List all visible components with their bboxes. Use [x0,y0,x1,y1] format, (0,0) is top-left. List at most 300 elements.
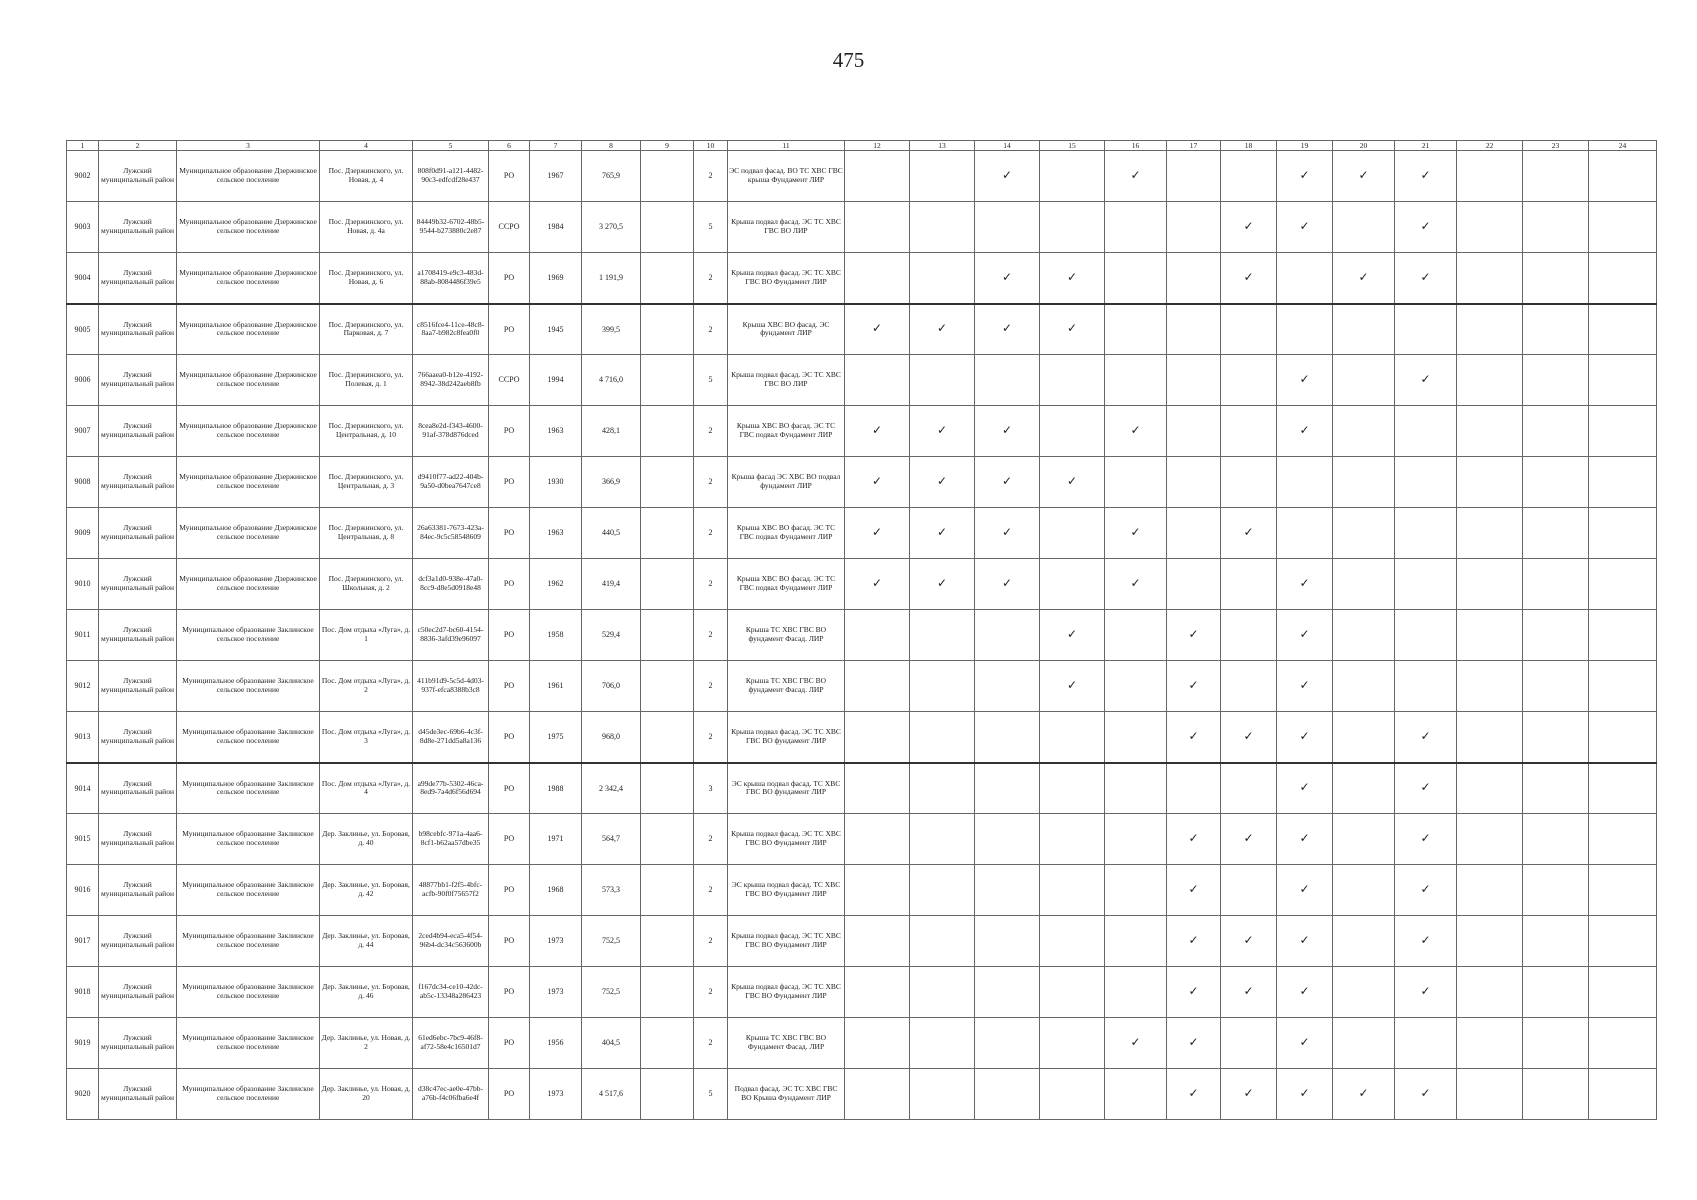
address-cell: Дер. Заклинье, ул. Боровая, д. 44 [320,916,413,967]
empty-cell [1105,712,1167,763]
empty-cell [1040,559,1105,610]
empty-cell [845,1018,910,1069]
table-row [67,559,1657,610]
column-header: 8 [582,141,641,151]
municipality-cell: Муниципальное образование Дзержинское сельское поселение [177,406,320,457]
column-9-cell [641,304,694,355]
works-cell: ЭС крыша подвал фасад. ТС ХВС ГВС ВО Фундамент ЛИР [728,865,845,916]
checkmark-icon: ✓ [1333,1069,1395,1120]
empty-cell [1221,763,1277,814]
empty-cell [1395,508,1457,559]
year-cell: 1994 [530,355,582,406]
empty-cell [1523,1069,1589,1120]
empty-cell [1589,202,1657,253]
municipality-cell: Муниципальное образование Дзержинское сельское поселение [177,304,320,355]
empty-cell [1395,661,1457,712]
guid-cell: 2ced4b94-eca5-4f54-96b4-dc34c563600b [413,916,489,967]
empty-cell [1523,1018,1589,1069]
empty-cell [1277,457,1333,508]
address-cell: Дер. Заклинье, ул. Боровая, д. 42 [320,865,413,916]
empty-cell [1457,712,1523,763]
municipality-cell: Муниципальное образование Заклинское сельское поселение [177,814,320,865]
column-10-cell: 2 [694,457,728,508]
empty-cell [1457,559,1523,610]
empty-cell [1105,304,1167,355]
municipality-cell: Муниципальное образование Дзержинское сельское поселение [177,508,320,559]
area-cell: 1 191,9 [582,253,641,304]
checkmark-icon: ✓ [845,406,910,457]
empty-cell [1167,304,1221,355]
checkmark-icon: ✓ [1221,814,1277,865]
empty-cell [1589,967,1657,1018]
checkmark-icon: ✓ [1040,661,1105,712]
table-row [67,355,1657,406]
checkmark-icon: ✓ [1277,202,1333,253]
works-cell: Крыша подвал фасад. ЭС ТС ХВС ГВС ВО ЛИР [728,355,845,406]
empty-cell [1457,202,1523,253]
works-cell: Крыша подвал фасад. ЭС ТС ХВС ГВС ВО ЛИР [728,202,845,253]
checkmark-icon: ✓ [1105,151,1167,202]
empty-cell [1333,202,1395,253]
column-header: 9 [641,141,694,151]
empty-cell [1167,457,1221,508]
address-cell: Пос. Дзержинского, ул. Центральная, д. 8 [320,508,413,559]
table-row [67,916,1657,967]
empty-cell [1333,406,1395,457]
year-cell: 1945 [530,304,582,355]
empty-cell [1333,457,1395,508]
municipality-cell: Муниципальное образование Заклинское сельское поселение [177,916,320,967]
table-row [67,661,1657,712]
guid-cell: 61ed6ebc-7bc9-46f8-af72-58e4c16501d7 [413,1018,489,1069]
checkmark-icon: ✓ [1221,712,1277,763]
district-cell: Лужский муниципальный район [99,1018,177,1069]
table-row [67,967,1657,1018]
checkmark-icon: ✓ [1277,559,1333,610]
object-id-cell: 9012 [67,661,99,712]
works-cell: Крыша подвал фасад. ЭС ТС ХВС ГВС ВО Фундамент ЛИР [728,916,845,967]
empty-cell [1457,151,1523,202]
empty-cell [1395,304,1457,355]
table-row [67,814,1657,865]
empty-cell [1589,712,1657,763]
table-row [67,508,1657,559]
empty-cell [1221,457,1277,508]
municipality-cell: Муниципальное образование Заклинское сельское поселение [177,865,320,916]
area-cell: 4 716,0 [582,355,641,406]
column-9-cell [641,865,694,916]
empty-cell [1277,304,1333,355]
district-cell: Лужский муниципальный район [99,610,177,661]
works-cell: Крыша ТС ХВС ГВС ВО Фундамент Фасад. ЛИР [728,1018,845,1069]
district-cell: Лужский муниципальный район [99,814,177,865]
column-10-cell: 2 [694,1018,728,1069]
empty-cell [1333,814,1395,865]
year-cell: 1961 [530,661,582,712]
empty-cell [1395,457,1457,508]
column-10-cell: 2 [694,253,728,304]
empty-cell [1167,508,1221,559]
column-10-cell: 2 [694,865,728,916]
object-id-cell: 9015 [67,814,99,865]
empty-cell [1457,763,1523,814]
table-row [67,202,1657,253]
district-cell: Лужский муниципальный район [99,865,177,916]
address-cell: Пос. Дзержинского, ул. Новая, д. 6 [320,253,413,304]
table-row [67,457,1657,508]
address-cell: Дер. Заклинье, ул. Новая, д. 20 [320,1069,413,1120]
empty-cell [1333,610,1395,661]
empty-cell [1105,457,1167,508]
guid-cell: d9410f77-ad22-404b-9a50-d0bea7647ce8 [413,457,489,508]
column-10-cell: 2 [694,814,728,865]
address-cell: Пос. Дзержинского, ул. Центральная, д. 10 [320,406,413,457]
empty-cell [910,355,975,406]
area-cell: 440,5 [582,508,641,559]
address-cell: Дер. Заклинье, ул. Новая, д. 2 [320,1018,413,1069]
table-row [67,763,1657,814]
empty-cell [910,610,975,661]
guid-cell: d45de3ec-69b6-4c3f-8d8e-271dd5a8a136 [413,712,489,763]
checkmark-icon: ✓ [910,559,975,610]
area-cell: 404,5 [582,1018,641,1069]
empty-cell [910,865,975,916]
type-cell: РО [489,1018,530,1069]
district-cell: Лужский муниципальный район [99,253,177,304]
column-9-cell [641,202,694,253]
column-header: 21 [1395,141,1457,151]
area-cell: 4 517,6 [582,1069,641,1120]
district-cell: Лужский муниципальный район [99,202,177,253]
district-cell: Лужский муниципальный район [99,559,177,610]
empty-cell [1105,610,1167,661]
empty-cell [1105,253,1167,304]
empty-cell [910,814,975,865]
object-id-cell: 9013 [67,712,99,763]
empty-cell [1040,916,1105,967]
column-10-cell: 2 [694,304,728,355]
checkmark-icon: ✓ [1167,661,1221,712]
empty-cell [1395,1018,1457,1069]
type-cell: РО [489,661,530,712]
checkmark-icon: ✓ [975,457,1040,508]
type-cell: РО [489,304,530,355]
empty-cell [1105,814,1167,865]
works-cell: Подвал фасад. ЭС ТС ХВС ГВС ВО Крыша Фундамент ЛИР [728,1069,845,1120]
works-cell: ЭС подвал фасад. ВО ТС ХВС ГВС крыша Фундамент ЛИР [728,151,845,202]
checkmark-icon: ✓ [1277,712,1333,763]
table-row [67,406,1657,457]
works-cell: Крыша ХВС ВО фасад. ЭС ТС ГВС подвал Фундамент ЛИР [728,508,845,559]
empty-cell [1277,253,1333,304]
empty-cell [910,1018,975,1069]
empty-cell [1589,151,1657,202]
empty-cell [1395,559,1457,610]
column-10-cell: 2 [694,406,728,457]
guid-cell: 808f0d91-a121-4482-90c3-edfcdf28e437 [413,151,489,202]
object-id-cell: 9011 [67,610,99,661]
year-cell: 1969 [530,253,582,304]
municipality-cell: Муниципальное образование Дзержинское сельское поселение [177,457,320,508]
checkmark-icon: ✓ [1105,406,1167,457]
empty-cell [1523,865,1589,916]
empty-cell [1105,1069,1167,1120]
column-header: 3 [177,141,320,151]
empty-cell [845,151,910,202]
table-row [67,610,1657,661]
type-cell: РО [489,967,530,1018]
empty-cell [1523,151,1589,202]
works-cell: Крыша подвал фасад. ЭС ТС ХВС ГВС ВО Фундамент ЛИР [728,814,845,865]
guid-cell: 84449b32-6702-48b5-9544-b273880c2e87 [413,202,489,253]
empty-cell [1040,1018,1105,1069]
empty-cell [1040,712,1105,763]
empty-cell [845,916,910,967]
area-cell: 428,1 [582,406,641,457]
checkmark-icon: ✓ [910,508,975,559]
district-cell: Лужский муниципальный район [99,967,177,1018]
year-cell: 1973 [530,1069,582,1120]
empty-cell [845,865,910,916]
table-row [67,865,1657,916]
empty-cell [845,1069,910,1120]
checkmark-icon: ✓ [1221,508,1277,559]
table-row [67,712,1657,763]
checkmark-icon: ✓ [1167,610,1221,661]
checkmark-icon: ✓ [1221,967,1277,1018]
column-9-cell [641,916,694,967]
guid-cell: dcf3a1d0-938e-47a0-8cc9-d8e5d0918e48 [413,559,489,610]
district-cell: Лужский муниципальный район [99,406,177,457]
municipality-cell: Муниципальное образование Заклинское сельское поселение [177,661,320,712]
empty-cell [910,712,975,763]
empty-cell [1457,253,1523,304]
guid-cell: a1708419-e9c3-483d-88ab-8084486f39e5 [413,253,489,304]
column-9-cell [641,610,694,661]
empty-cell [910,916,975,967]
year-cell: 1975 [530,712,582,763]
table-row [67,1069,1657,1120]
column-10-cell: 2 [694,967,728,1018]
empty-cell [1167,406,1221,457]
object-id-cell: 9018 [67,967,99,1018]
empty-cell [845,967,910,1018]
empty-cell [1523,712,1589,763]
works-cell: Крыша подвал фасад. ЭС ТС ХВС ГВС ВО фундамент ЛИР [728,712,845,763]
empty-cell [1457,457,1523,508]
checkmark-icon: ✓ [1277,814,1333,865]
column-10-cell: 3 [694,763,728,814]
municipality-cell: Муниципальное образование Заклинское сельское поселение [177,712,320,763]
district-cell: Лужский муниципальный район [99,916,177,967]
municipality-cell: Муниципальное образование Дзержинское сельское поселение [177,253,320,304]
empty-cell [1523,253,1589,304]
empty-cell [975,661,1040,712]
empty-cell [975,865,1040,916]
year-cell: 1973 [530,916,582,967]
checkmark-icon: ✓ [1167,712,1221,763]
area-cell: 529,4 [582,610,641,661]
empty-cell [1333,916,1395,967]
guid-cell: 766aaea0-b12e-4192-8942-38d242aeb8fb [413,355,489,406]
empty-cell [845,253,910,304]
district-cell: Лужский муниципальный район [99,661,177,712]
empty-cell [1333,508,1395,559]
type-cell: РО [489,1069,530,1120]
address-cell: Дер. Заклинье, ул. Боровая, д. 46 [320,967,413,1018]
checkmark-icon: ✓ [1277,967,1333,1018]
checkmark-icon: ✓ [910,457,975,508]
works-cell: Крыша подвал фасад. ЭС ТС ХВС ГВС ВО Фундамент ЛИР [728,253,845,304]
empty-cell [1523,610,1589,661]
empty-cell [1221,559,1277,610]
empty-cell [1167,559,1221,610]
year-cell: 1962 [530,559,582,610]
checkmark-icon: ✓ [910,304,975,355]
empty-cell [1333,661,1395,712]
year-cell: 1968 [530,865,582,916]
column-10-cell: 2 [694,916,728,967]
empty-cell [845,814,910,865]
empty-cell [1523,763,1589,814]
empty-cell [1457,304,1523,355]
object-id-cell: 9017 [67,916,99,967]
empty-cell [975,1018,1040,1069]
empty-cell [1523,457,1589,508]
checkmark-icon: ✓ [975,406,1040,457]
empty-cell [1523,661,1589,712]
area-cell: 3 270,5 [582,202,641,253]
column-header: 2 [99,141,177,151]
column-header: 11 [728,141,845,151]
empty-cell [1221,151,1277,202]
column-9-cell [641,1069,694,1120]
empty-cell [1040,508,1105,559]
column-header: 1 [67,141,99,151]
municipality-cell: Муниципальное образование Дзержинское сельское поселение [177,202,320,253]
district-cell: Лужский муниципальный район [99,1069,177,1120]
column-10-cell: 5 [694,1069,728,1120]
checkmark-icon: ✓ [975,304,1040,355]
empty-cell [1523,406,1589,457]
guid-cell: 48877bb1-f2f5-4bfc-acfb-90f0f75657f2 [413,865,489,916]
empty-cell [1333,712,1395,763]
empty-cell [1457,610,1523,661]
works-cell: Крыша фасад ЭС ХВС ВО подвал фундамент ЛИР [728,457,845,508]
column-10-cell: 2 [694,610,728,661]
column-header: 4 [320,141,413,151]
type-cell: РО [489,151,530,202]
checkmark-icon: ✓ [1105,1018,1167,1069]
empty-cell [845,202,910,253]
empty-cell [1105,661,1167,712]
empty-cell [1333,967,1395,1018]
address-cell: Пос. Дом отдыха «Луга», д. 4 [320,763,413,814]
guid-cell: c8516fce4-11ce-48c8-8aa7-b982c8fea0f0 [413,304,489,355]
type-cell: РО [489,457,530,508]
checkmark-icon: ✓ [1221,916,1277,967]
checkmark-icon: ✓ [1277,1069,1333,1120]
object-id-cell: 9016 [67,865,99,916]
area-cell: 419,4 [582,559,641,610]
empty-cell [1523,814,1589,865]
year-cell: 1958 [530,610,582,661]
column-9-cell [641,253,694,304]
address-cell: Дер. Заклинье, ул. Боровая, д. 40 [320,814,413,865]
year-cell: 1956 [530,1018,582,1069]
guid-cell: c50ec2d7-bc60-4154-8836-3afd39e96097 [413,610,489,661]
district-cell: Лужский муниципальный район [99,457,177,508]
checkmark-icon: ✓ [1040,304,1105,355]
type-cell: РО [489,916,530,967]
empty-cell [1167,151,1221,202]
year-cell: 1973 [530,967,582,1018]
column-header: 16 [1105,141,1167,151]
table-row [67,253,1657,304]
column-header: 18 [1221,141,1277,151]
empty-cell [1167,202,1221,253]
empty-cell [1523,559,1589,610]
column-header: 22 [1457,141,1523,151]
empty-cell [910,661,975,712]
checkmark-icon: ✓ [1333,151,1395,202]
column-10-cell: 2 [694,151,728,202]
empty-cell [845,661,910,712]
checkmark-icon: ✓ [1040,253,1105,304]
checkmark-icon: ✓ [1167,916,1221,967]
empty-cell [1040,967,1105,1018]
empty-cell [1589,1069,1657,1120]
checkmark-icon: ✓ [1395,967,1457,1018]
empty-cell [910,763,975,814]
empty-cell [1457,916,1523,967]
empty-cell [1589,355,1657,406]
empty-cell [1105,865,1167,916]
year-cell: 1971 [530,814,582,865]
column-9-cell [641,355,694,406]
column-9-cell [641,559,694,610]
checkmark-icon: ✓ [1105,508,1167,559]
checkmark-icon: ✓ [1167,1018,1221,1069]
empty-cell [975,355,1040,406]
empty-cell [1221,610,1277,661]
empty-cell [1457,967,1523,1018]
empty-cell [1040,202,1105,253]
address-cell: Пос. Дом отдыха «Луга», д. 1 [320,610,413,661]
area-cell: 573,3 [582,865,641,916]
checkmark-icon: ✓ [1395,202,1457,253]
address-cell: Пос. Дзержинского, ул. Новая, д. 4а [320,202,413,253]
empty-cell [1333,865,1395,916]
checkmark-icon: ✓ [1395,355,1457,406]
column-header: 7 [530,141,582,151]
empty-cell [1040,406,1105,457]
column-header: 12 [845,141,910,151]
checkmark-icon: ✓ [1167,865,1221,916]
checkmark-icon: ✓ [1277,355,1333,406]
district-cell: Лужский муниципальный район [99,151,177,202]
empty-cell [1589,406,1657,457]
empty-cell [1589,763,1657,814]
empty-cell [1523,967,1589,1018]
empty-cell [845,712,910,763]
empty-cell [1167,763,1221,814]
empty-cell [975,967,1040,1018]
checkmark-icon: ✓ [845,457,910,508]
empty-cell [1457,406,1523,457]
column-10-cell: 5 [694,202,728,253]
empty-cell [975,202,1040,253]
